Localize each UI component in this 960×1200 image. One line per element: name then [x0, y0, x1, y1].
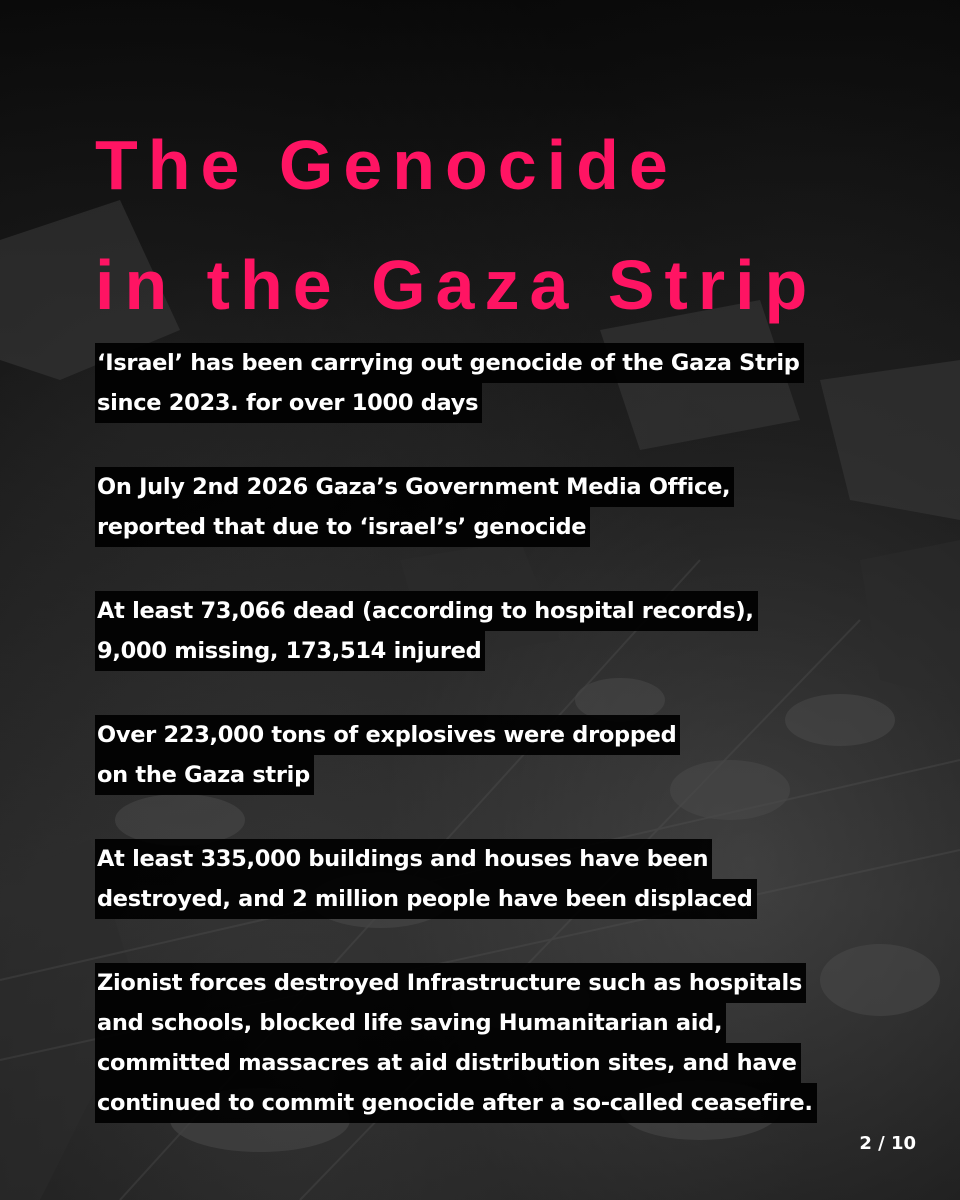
paragraph-duration — [95, 343, 925, 423]
text-line: on the Gaza strip — [95, 755, 314, 795]
paragraph-explosives — [95, 715, 925, 795]
text-line: committed massacres at aid distribution sites, and have — [95, 1043, 801, 1083]
paragraph-buildings — [95, 839, 925, 919]
paragraph-source — [95, 467, 925, 547]
text-line: reported that due to ‘israel’s’ genocide — [95, 507, 590, 547]
text-line: ‘Israel’ has been carrying out genocide of the Gaza Strip — [95, 343, 804, 383]
page-indicator: 2 / 10 — [859, 1133, 916, 1154]
text-line: destroyed, and 2 million people have been displaced — [95, 879, 757, 919]
text-line: Zionist forces destroyed Infrastructure such as hospitals — [95, 963, 806, 1003]
text-line: On July 2nd 2026 Gaza’s Government Media Office, — [95, 467, 734, 507]
paragraph-infrastructure — [95, 963, 925, 1123]
text-line: At least 335,000 buildings and houses have been — [95, 839, 712, 879]
body-text — [95, 343, 925, 1167]
title-line-1: The Genocide — [95, 126, 678, 204]
text-line: and schools, blocked life saving Humanitarian aid, — [95, 1003, 726, 1043]
paragraph-casualties — [95, 591, 925, 671]
title-line-2: in the Gaza Strip — [95, 246, 818, 324]
text-line: since 2023. for over 1000 days — [95, 383, 482, 423]
text-line: continued to commit genocide after a so-called ceasefire. — [95, 1083, 817, 1123]
text-line: At least 73,066 dead (according to hospital records), — [95, 591, 758, 631]
text-line: Over 223,000 tons of explosives were dropped — [95, 715, 680, 755]
text-line: 9,000 missing, 173,514 injured — [95, 631, 485, 671]
page-title — [95, 105, 895, 345]
